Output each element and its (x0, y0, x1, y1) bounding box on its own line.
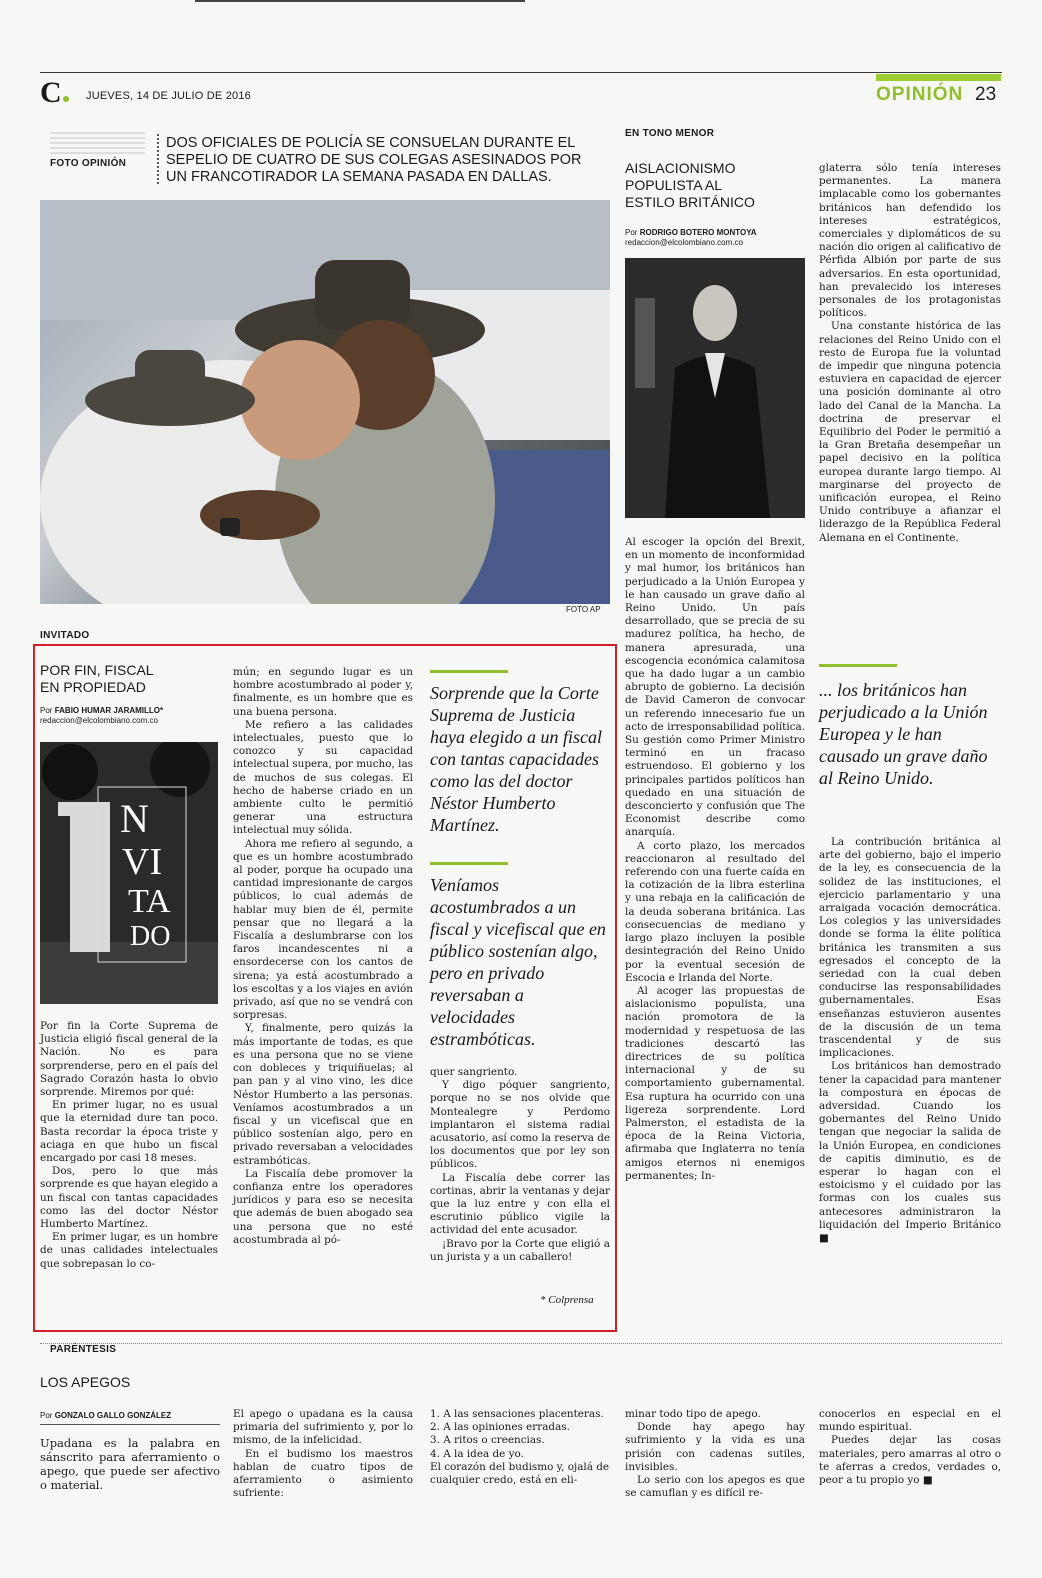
page-number: 23 (975, 84, 997, 105)
invitado-byline: Por FABIO HUMAR JARAMILLO* redaccion@elcolombiano.com.co (40, 706, 164, 725)
parentesis-column-2: El apego o upadana es la causa primaria del sufrimiento y, por lo mismo, de la infelicidad. En el budismo los maestros hablan de cuatro tipos de aferramiento o asimiento sufriente: (233, 1408, 413, 1500)
caption-divider (157, 134, 159, 184)
quote-accent-bar (430, 862, 508, 865)
parentesis-title: LOS APEGOS (40, 1374, 131, 1390)
top-rule (195, 0, 525, 2)
foto-opinion-label-box (40, 132, 150, 190)
photo-credit: FOTO AP (566, 605, 601, 614)
tono-menor-byline: Por RODRIGO BOTERO MONTOYA redaccion@elcolombiano.com.co (625, 228, 757, 247)
newspaper-logo: C (40, 76, 69, 110)
parentesis-column-3: 1. A las sensaciones placenteras. 2. A las opiniones erradas. 3. A ritos o creencias. 4. A la idea de yo. El corazón del budismo y, ojalá de cualquier credo, está en eli- (430, 1408, 610, 1487)
tono-menor-column-2b: La contribución británica al arte del gobierno, bajo el imperio de la ley, es consecuencia de la solidez de las instituciones, el ejercicio parlamentario y una arraigada vocación democrática. Los colegios y las universidades donde se forma la élite política británica les transmiten a sus egresados el concepto de la seriedad con la cual deben conducirse las responsabilidades gubernamentales. Esas enseñanzas estuvieron ausentes de la discusión de un tema trascendental y de sus implicaciones. Los británicos han demostrado tener la capacidad para mantener la compostura en épocas de adversidad. Cuando los gobernantes del Reino Unido tengan que negociar la salida de la Unión Europea, en condiciones de capitis diminutio, es de esperar lo hagan con el estoicismo y el cuidado por las formas con los cuales sus antecesores administraron la liquidación del Imperio Británico ■ (819, 836, 1001, 1245)
invitado-logo-letter-1: N (120, 796, 149, 841)
invitado-column-1: Por fin la Corte Suprema de Justicia eligió fiscal general de la Nación. No es para sorprenderse, pero en el país del Sagrado Corazón hasta lo obvio sorprende. Miremos por qué: En primer lugar, no es usual que la eternidad dure tan poco. Basta recordar la época triste y aciaga en que hubo un fiscal encargado por casi 18 meses. Dos, pero lo que más sorprende es que hayan elegido a un fiscal con tantas capacidades como las del doctor Néstor Humberto Martínez. En primer lugar, es un hombre de unas calidades intelectuales que sobrepasan lo co- (40, 1020, 218, 1270)
tono-menor-kicker: EN TONO MENOR (625, 128, 715, 139)
header-rule (40, 72, 1002, 73)
tono-menor-title: AISLACIONISMO POPULISTA AL ESTILO BRITÁNICO (625, 160, 755, 210)
invitado-pull-quote-1: Sorprende que la Corte Suprema de Justicia haya elegido a un fiscal con tantas capacidades como las del doctor Néstor Humberto Martínez. (430, 683, 602, 835)
invitado-column-2: mún; en segundo lugar es un hombre acostumbrado al poder y, finalmente, es un hombre que es una buena persona. Me refiero a las calidades intelectuales, puesto que lo conozco y su capacidad intelectual supera, por mucho, las de muchos de sus colegas. El hecho de haberse criado en un ambiente culto le permitió generar una estructura intelectual muy sólida. Ahora me refiero al segundo, a que es un hombre acostumbrado al poder, porque ha ocupado una cantidad impresionante de cargos públicos, lo cual además de hablar muy bien de él, permite pensar que no llegará a la Fiscalía a deslumbrarse con los faros incandescentes ni a ensordecerse con los cantos de sirena; ya está acostumbrado a los escoltas y a los viajes en avión privado, así que no se vendrá con sorpresas. Y, finalmente, pero quizás la más importante de todas, es que es una persona que no se viene con dobleces y triquiñuelas; al pan pan y al vino vino, les dice Néstor Humberto a las personas. Veníamos acostumbrados a un fiscal y un vicefiscal que en público sostenían algo, pero en privado reversaban a velocidades estrambóticas. La Fiscalía debe promover la confianza entre los operadores jurídicos y para eso se necesita que además de buen abogado sea una persona que no esté acostumbrada al pó- (233, 666, 413, 1246)
invitado-logo-letter-4: DO (130, 921, 171, 952)
invitado-pull-quote-2: Veníamos acostumbrados a un fiscal y vicefiscal que en público sostenían algo, pero en privado reversaban a velocidades estrambóticas. (430, 875, 606, 1049)
invitado-column-3: quer sangriento. Y digo póquer sangriento, porque no se nos olvide que Montealegre y Perdomo implantaron el sistema radial acusatorio, así como la reserva de los documentos que por ley son públicos. La Fiscalía debe correr las cortinas, abrir la ventanas y dejar que la luz entre y con ella el escrutinio público vigile la actividad del ente acusador. ¡Bravo por la Corte que eligió a un jurista y a un caballero! (430, 1066, 611, 1263)
parentesis-column-5: conocerlos en especial en el mundo espiritual. Puedes dejar las cosas materiales, pero amarras al otro o te aferras a credos, verdades o, peor a tu propio yo ■ (819, 1408, 1001, 1487)
parentesis-column-4: minar todo tipo de apego. Donde hay apego hay sufrimiento y la vida es una prisión con cadenas sutiles, invisibles. Lo serio con los apegos es que se camuflan y es difícil re- (625, 1408, 805, 1500)
section-name: OPINIÓN (876, 84, 964, 105)
issue-date: JUEVES, 14 DE JULIO DE 2016 (86, 90, 251, 102)
invitado-logo-image (40, 742, 218, 1004)
author-portrait-photo (625, 258, 805, 518)
quote-accent-bar (430, 670, 508, 673)
quote-accent-bar (819, 664, 897, 667)
tono-menor-column-2a: glaterra sólo tenía intereses permanentes. La manera implacable como los gobernantes británicos han defendido los intereses estratégicos, comerciales y diplomáticos de su nación dio origen al calificativo de Pérfida Albión por parte de sus adversarios. En esta oportunidad, han prevalecido los intereses personales de los protagonistas políticos. Una constante histórica de las relaciones del Reino Unido con el resto de Europa fue la voluntad de impedir que ninguna potencia estuviera en capacidad de ejercer una posición dominante al otro lado del Canal de la Mancha. La doctrina de preservar el Equilibrio del Poder le permitió a la Gran Bretaña desempeñar un papel decisivo en la política europea durante largo tiempo. Al marginarse del proyecto de unificación europea, el Reino Unido contribuye a afianzar el liderazgo de la República Federal Alemana en el Continente. (819, 162, 1001, 544)
invitado-signoff: * Colprensa (540, 1294, 594, 1306)
foto-opinion-kicker: FOTO OPINIÓN (50, 158, 127, 169)
tono-menor-pull-quote: ... los británicos han perjudicado a la Unión Europea y le han causado un grave daño al Reino Unido. (819, 680, 988, 788)
parentesis-kicker: PARÉNTESIS (50, 1344, 117, 1355)
invitado-logo-letter-3: TA (128, 883, 171, 920)
tono-menor-column-1: Al escoger la opción del Brexit, en un momento de inconformidad y mal humor, los británicos han perjudicado a la Unión Europea y le han causado un grave daño al Reino Unido. Un país desarrollado, que se precia de su madurez política, ha hecho, de manera apresurada, una escogencia económica calamitosa que ha dado lugar a un cambio abrupto de gobierno. La decisión de David Cameron de convocar un referendo innecesario fue un acto de irresponsabilidad política. Su gestión como Primer Ministro terminó en un fracaso estruendoso. El gobierno y los principales partidos políticos han quedado en una situación de desconcierto y confusión que The Economist describe como anarquía. A corto plazo, los mercados reaccionaron al resultado del referendo con una fuerte caída en la cotización de la libra esterlina y una rebaja en la calificación de la deuda soberana británica. Las consecuencias de mediano y largo plazo incluyen la posible desintegración del Reino Unido por la eventual secesión de Escocia e Irlanda del Norte. Al acoger las propuestas de aislacionismo populista, una nación promotora de la modernidad y respetuosa de las tradiciones descartó las directrices de su política internacional y de su comportamiento gubernamental. Esa ruptura ha ocurrido con una ligereza sorprendente. Lord Palmerston, el estadista de la época de la Reina Victoria, afirmaba que Inglaterra no tenía amigos eternos ni enemigos permanentes; In- (625, 536, 805, 1182)
photo-caption: DOS OFICIALES DE POLICÍA SE CONSUELAN DURANTE EL SEPELIO DE CUATRO DE SUS COLEGAS ASESINADOS POR UN FRANCOTIRADOR LA SEMANA PASADA EN DALLAS. (166, 135, 582, 185)
section-divider (40, 1343, 1002, 1344)
parentesis-byline: Por GONZALO GALLO GONZÁLEZ (40, 1411, 172, 1420)
news-photo-police-officers (40, 200, 610, 604)
parentesis-column-1: Upadana es la palabra en sánscrito para aferramiento o apego, que puede ser afectivo o material. (40, 1436, 220, 1492)
byline-rule (40, 1424, 220, 1425)
invitado-logo-letter-2: VI (122, 841, 163, 883)
section-accent-bar (876, 74, 1001, 81)
invitado-kicker: INVITADO (40, 630, 90, 641)
invitado-title: POR FIN, FISCAL EN PROPIEDAD (40, 662, 154, 695)
